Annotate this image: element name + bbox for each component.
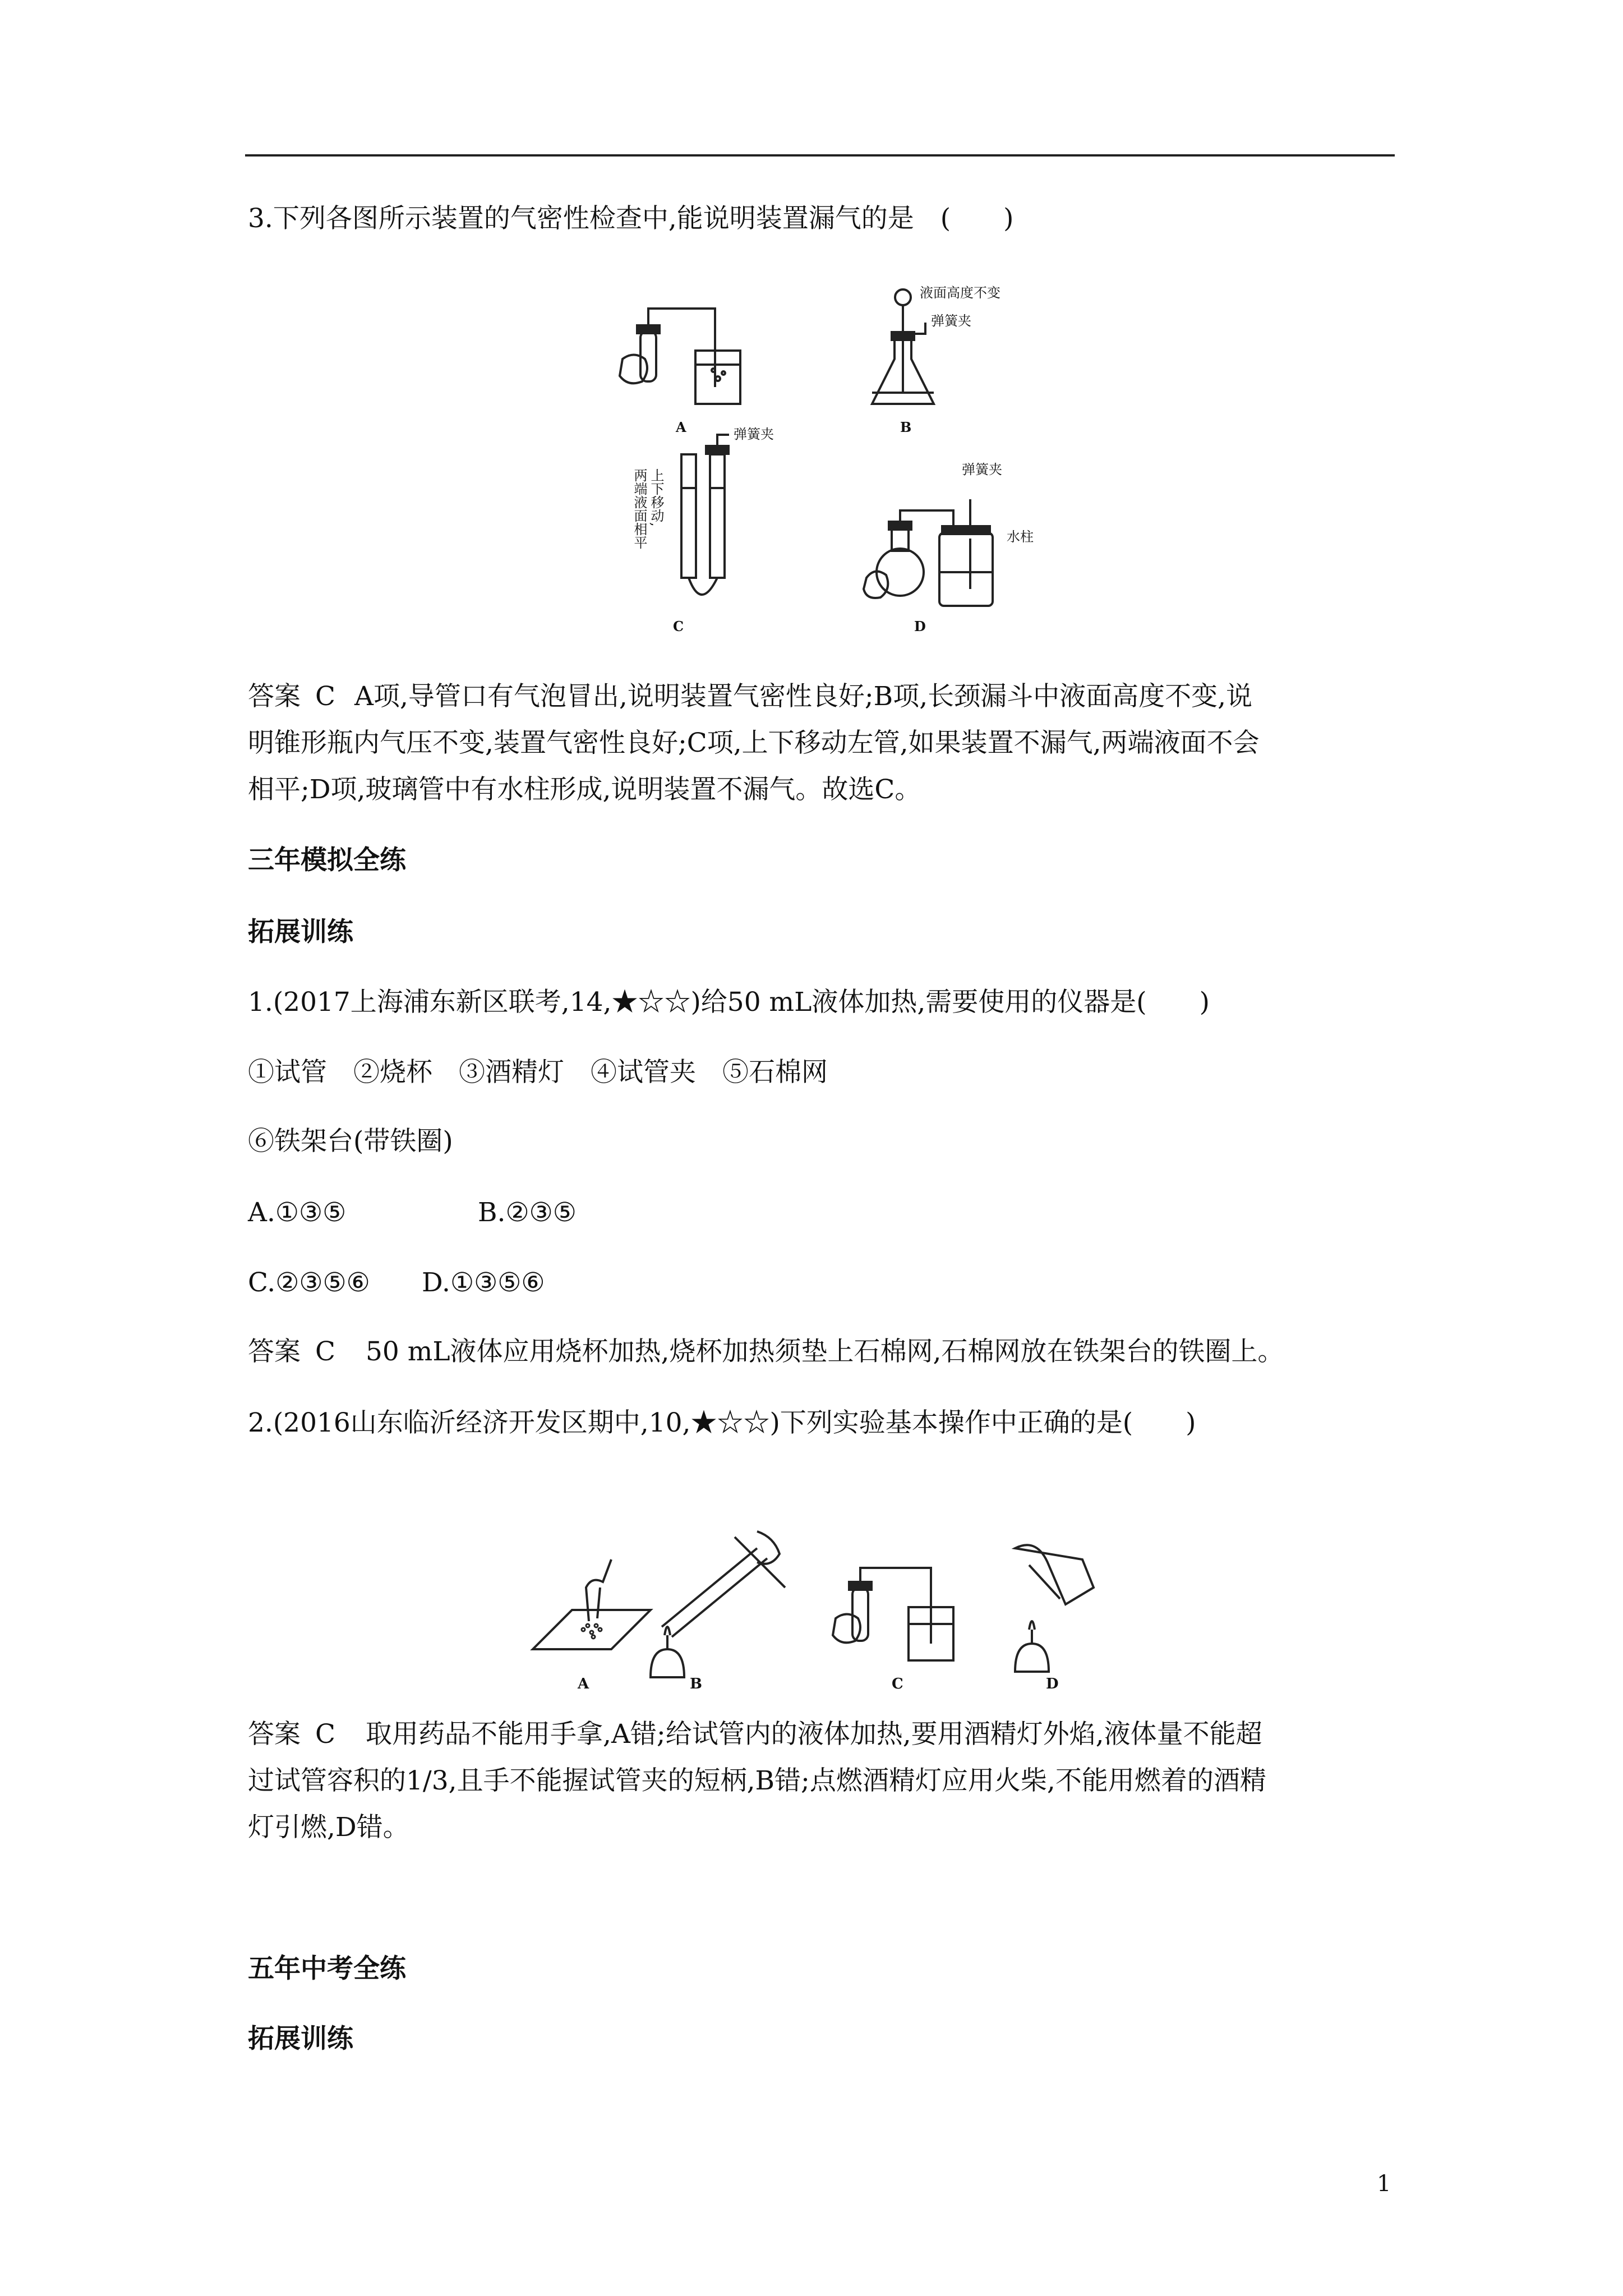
section1-subtitle: 拓展训练 [248, 917, 353, 947]
q3-fig-c-note-level: 两端液面相平 [631, 468, 647, 549]
q1-options-row-1 [248, 1195, 577, 1231]
q3-fig-label-a: A [676, 419, 686, 435]
q1-option-d: D.①③⑤⑥ [422, 1267, 545, 1298]
q3-fig-b-note-level: 液面高度不变 [920, 285, 1000, 301]
q2-explanation-3: 灯引燃,D错。 [248, 1812, 409, 1843]
page-number: 1 [1377, 2171, 1391, 2197]
q3-fig-d-note-water: 水柱 [1007, 529, 1034, 545]
q2-answer-line-1 [248, 1717, 1262, 1752]
answer-label: 答案 [248, 1719, 301, 1750]
q1-question: 1.(2017上海浦东新区联考,14,★☆☆)给50 mL液体加热,需要使用的仪器是( ) [248, 987, 1210, 1018]
q3-fig-label-d: D [914, 618, 926, 634]
q3-fig-c-note-move: 上下移动, [648, 468, 664, 527]
q3-fig-label-c: C [673, 618, 684, 634]
q2-explanation-1: 取用药品不能用手拿,A错;给试管内的液体加热,要用酒精灯外焰,液体量不能超 [366, 1719, 1262, 1750]
answer-choice: C [315, 1336, 335, 1367]
q1-answer-line [248, 1334, 1284, 1370]
section1-title: 三年模拟全练 [248, 845, 406, 876]
answer-choice: C [315, 1719, 335, 1750]
q3-explanation-3: 相平;D项,玻璃管中有水柱形成,说明装置不漏气。故选C。 [248, 774, 921, 805]
q3-figure [589, 275, 1071, 639]
q2-fig-label-c: C [892, 1676, 903, 1692]
q2-figure [522, 1515, 1116, 1694]
q3-answer-line-1 [248, 679, 1252, 715]
section2-title: 五年中考全练 [248, 1953, 406, 1984]
q3-explanation-2: 明锥形瓶内气压不变,装置气密性良好;C项,上下移动左管,如果装置不漏气,两端液面不会 [248, 728, 1260, 758]
q3-fig-d-note-clip: 弹簧夹 [962, 462, 1002, 477]
section2-subtitle: 拓展训练 [248, 2023, 353, 2054]
q3-explanation-1: A项,导管口有气泡冒出,说明装置气密性良好;B项,长颈漏斗中液面高度不变,说 [354, 681, 1253, 712]
header-rule [245, 154, 1395, 157]
answer-label: 答案 [248, 681, 301, 712]
answer-choice: C [315, 681, 335, 712]
q1-option-b: B.②③⑤ [478, 1197, 577, 1228]
q1-items-line-1: ①试管 ②烧杯 ③酒精灯 ④试管夹 ⑤石棉网 [248, 1057, 828, 1088]
q2-fig-label-b: B [690, 1676, 702, 1692]
q1-options-row-2 [248, 1265, 545, 1301]
q1-explanation: 50 mL液体应用烧杯加热,烧杯加热须垫上石棉网,石棉网放在铁架台的铁圈上。 [366, 1336, 1284, 1367]
q3-fig-c-note-clip: 弹簧夹 [734, 426, 774, 442]
q2-fig-label-d: D [1046, 1676, 1059, 1692]
q2-fig-label-a: A [578, 1676, 589, 1692]
q1-option-a: A.①③⑤ [248, 1197, 347, 1228]
q2-explanation-2: 过试管容积的1/3,且手不能握试管夹的短柄,B错;点燃酒精灯应用火柴,不能用燃着的酒精 [248, 1765, 1266, 1796]
q1-items-line-2: ⑥铁架台(带铁圈) [248, 1126, 453, 1157]
q2-question: 2.(2016山东临沂经济开发区期中,10,★☆☆)下列实验基本操作中正确的是( ) [248, 1407, 1196, 1438]
q3-fig-label-b: B [900, 419, 912, 435]
q3-fig-b-note-clip: 弹簧夹 [931, 313, 971, 329]
answer-label: 答案 [248, 1336, 301, 1367]
q3-question: 3.下列各图所示装置的气密性检查中,能说明装置漏气的是 ( ) [248, 203, 1014, 234]
q1-option-c: C.②③⑤⑥ [248, 1267, 370, 1298]
